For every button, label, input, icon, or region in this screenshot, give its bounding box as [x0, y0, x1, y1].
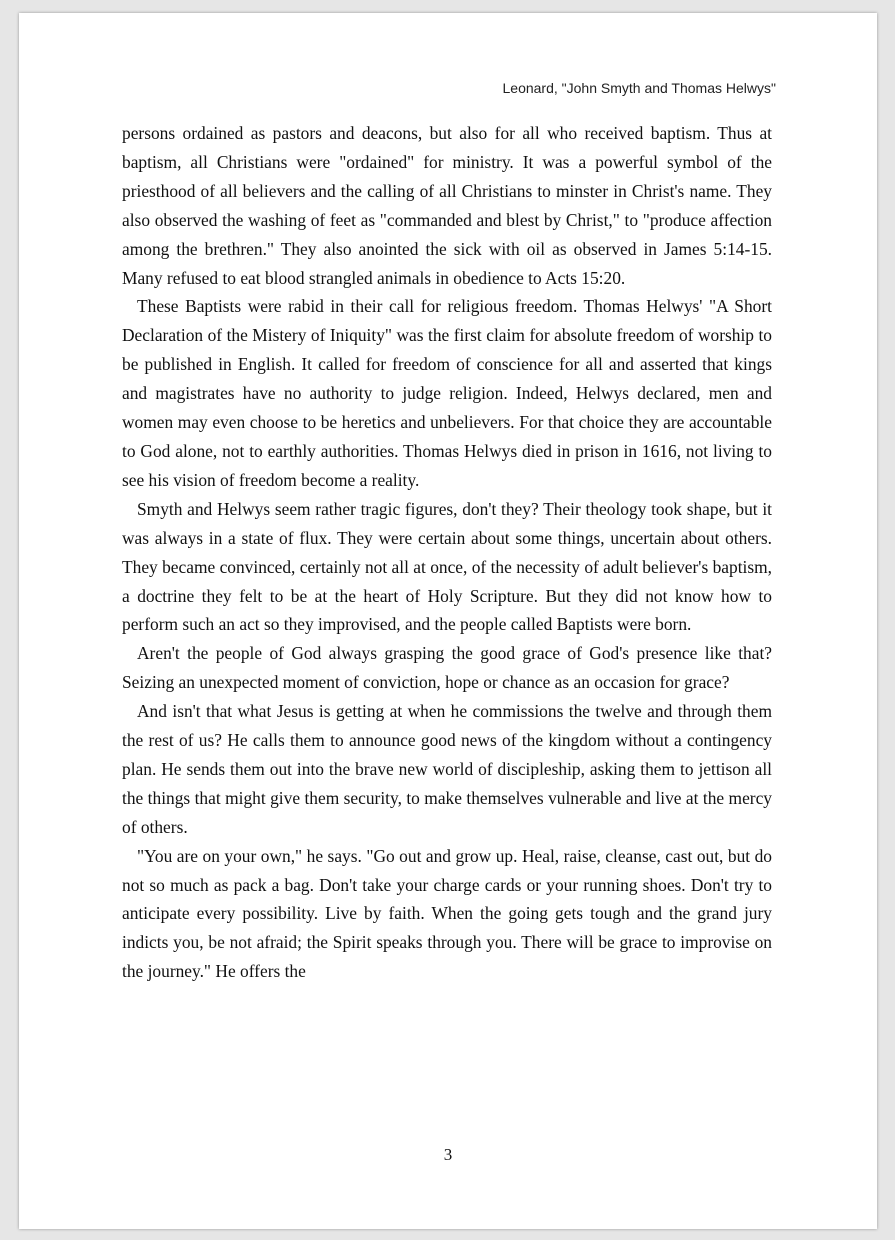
paragraph-on-your-own: "You are on your own," he says. "Go out and grow up. Heal, raise, cleanse, cast out, but do not so much as pack a bag. Don't take your charge cards or your running shoes. Don't try to anticipate every possibility. Live by faith. When the going gets tough and the grand jury indicts you, be not afraid; the Spirit speaks through you. There will be grace to improvise on the journey." He offers the [122, 845, 772, 982]
paragraph-tragic-figures: Smyth and Helwys seem rather tragic figures, don't they? Their theology took shape, but it was always in a state of flux. They were certain about some things, uncertain about others. They became convinced, certainly not all at once, of the necessity of adult believer's baptism, a doctrine they felt to be at the heart of Holy Scripture. But they did not know how to perform such an act so they improvised, and the people called Baptists were born. [122, 498, 772, 635]
page-number: 3 [443, 1145, 453, 1164]
paragraph-religious-freedom: These Baptists were rabid in their call for religious freedom. Thomas Helwys' "A Short Declaration of the Mistery of Iniquity" was the first claim for absolute freedom of worship to be published in English. It called for freedom of conscience for all and asserted that kings and magistrates have no authority to judge religion. Indeed, Helwys declared, men and women may even choose to be heretics and unbelievers. For that choice they are accountable to God alone, not to earthly authorities. Thomas Helwys died in prison in 1616, not living to see his vision of freedom become a reality. [122, 296, 772, 490]
paragraph-continuation: persons ordained as pastors and deacons, but also for all who received baptism. Thus at baptism, all Christians were "ordained" for ministry. It was a powerful symbol of the priesthood of all believers and the calling of all Christians to minster in Christ's name. They also observed the washing of feet as "commanded and blest by Christ," to "produce affection among the brethren." They also anointed the sick with oil as observed in James 5:14-15. Many refused to eat blood strangled animals in obedience to Acts 15:20. [122, 123, 772, 288]
body-text [122, 119, 772, 986]
running-header: Leonard, "John Smyth and Thomas Helwys" [502, 80, 776, 96]
paragraph-grasping-grace: Aren't the people of God always grasping the good grace of God's presence like that? Seizing an unexpected moment of conviction, hope or chance as an occasion for grace? [122, 643, 772, 693]
document-page [19, 13, 877, 1229]
paragraph-commission: And isn't that what Jesus is getting at when he commissions the twelve and through them the rest of us? He calls them to announce good news of the kingdom without a contingency plan. He sends them out into the brave new world of discipleship, asking them to jettison all the things that might give them security, to make themselves vulnerable and live at the mercy of others. [122, 701, 772, 837]
